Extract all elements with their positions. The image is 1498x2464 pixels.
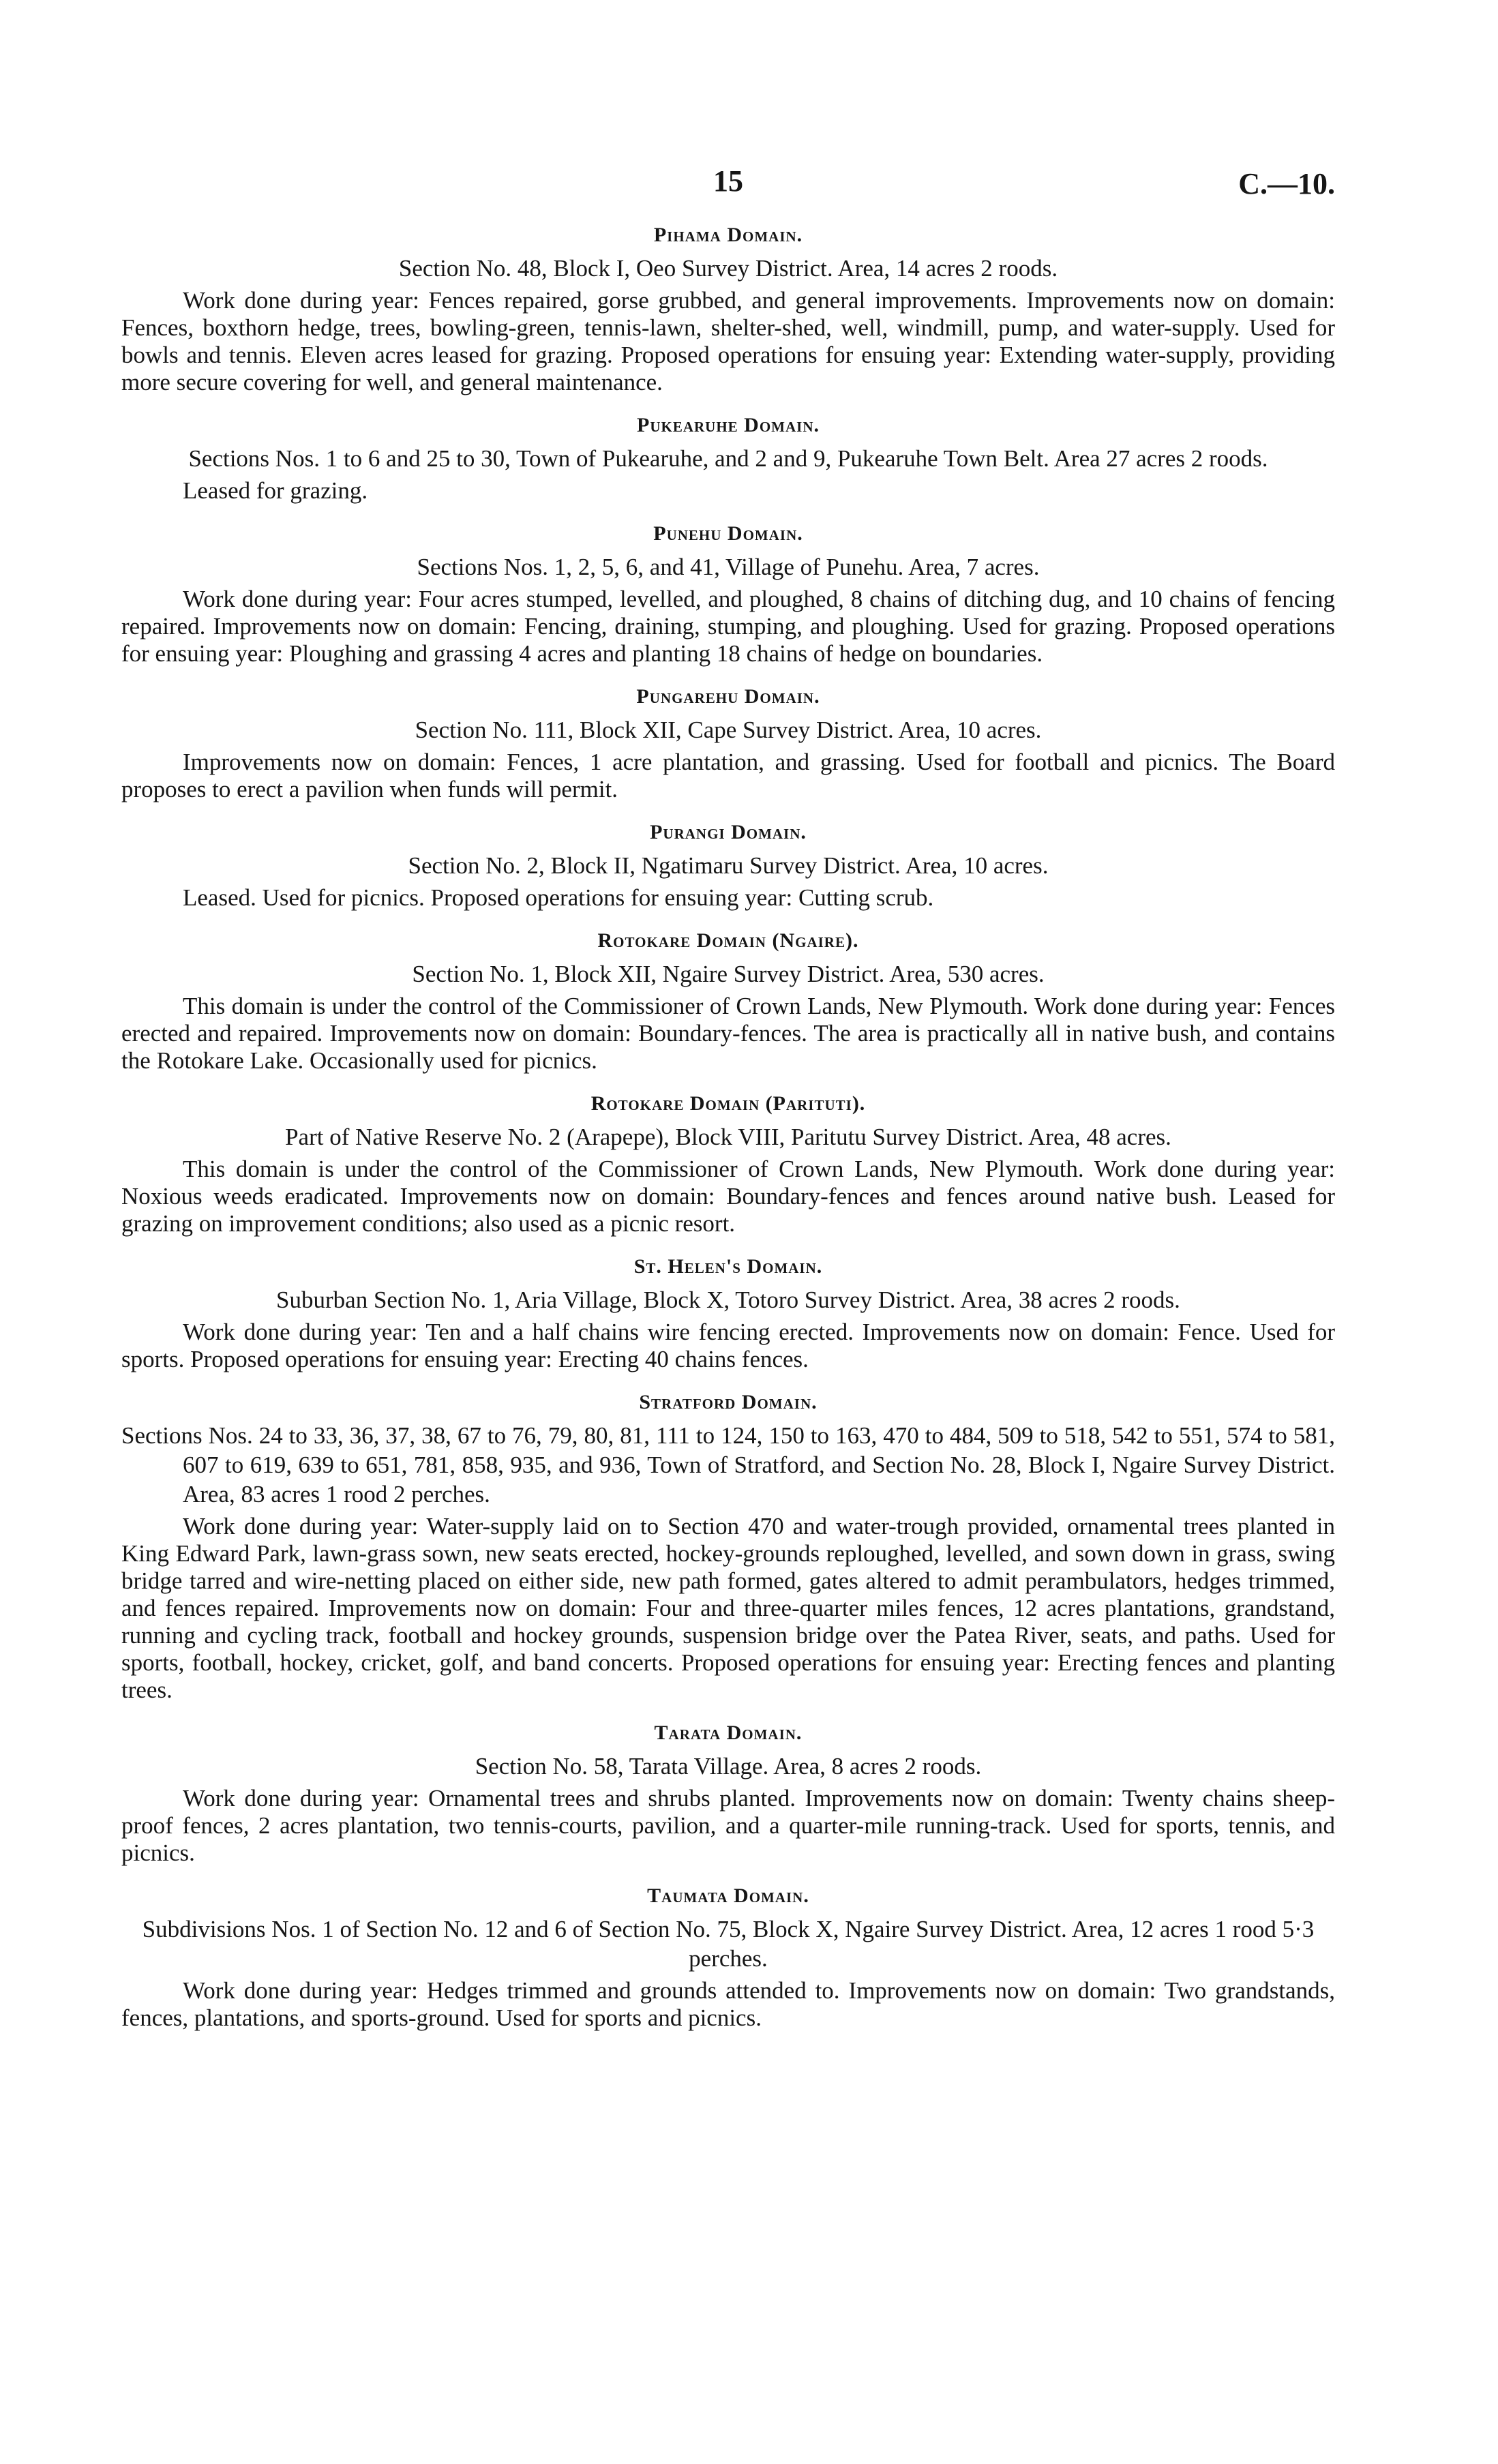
domain-section-description: Suburban Section No. 1, Aria Village, Block X, Totoro Survey District. Area, 38 acres 2 roods.	[276, 1287, 1180, 1313]
domain-entry-purangi	[121, 820, 1335, 912]
domain-entry-taumata	[121, 1883, 1335, 2032]
domain-body-text: Work done during year: Ten and a half chains wire fencing erected. Improvements now on domain: Fence. Used for sports. Proposed operations for ensuing year: Erecting 40 chains fences.	[121, 1319, 1335, 1372]
domain-body-text: Work done during year: Hedges trimmed and grounds attended to. Improvements now on domain: Two grandstands, fences, plantations, and sports-ground. Used for sports and picnics.	[121, 1977, 1335, 2031]
domain-section-description: Section No. 58, Tarata Village. Area, 8 acres 2 roods.	[475, 1753, 982, 1779]
domain-body-text: This domain is under the control of the Commissioner of Crown Lands, New Plymouth. Work done during year: Noxious weeds eradicated. Improvements now on domain: Boundary-fences and fences around native bush. Leased for grazing on improvement conditions; also used as a picnic resort.	[121, 1156, 1335, 1237]
domain-section-description: Section No. 48, Block I, Oeo Survey District. Area, 14 acres 2 roods.	[398, 255, 1058, 282]
domain-title: Rotokare Domain (Parituti).	[590, 1092, 866, 1115]
domain-title: Punehu Domain.	[653, 522, 803, 545]
page-number: 15	[713, 164, 743, 198]
domain-section-description: Section No. 1, Block XII, Ngaire Survey District. Area, 530 acres.	[412, 961, 1045, 987]
domain-title: Pungarehu Domain.	[636, 685, 820, 708]
domain-entry-stratford	[121, 1389, 1335, 1704]
domain-entry-st-helens	[121, 1254, 1335, 1373]
domain-body-text: Leased. Used for picnics. Proposed operations for ensuing year: Cutting scrub.	[183, 884, 934, 911]
domain-body-text: Work done during year: Four acres stumped, levelled, and ploughed, 8 chains of ditching dug, and 10 chains of fencing repaired. Improvements now on domain: Fencing, draining, stumping, and ploughing. Used for grazing. Proposed operations for ensuing year: Ploughing and grassing 4 acres and planting 18 chains of hedge on boundaries.	[121, 586, 1335, 667]
domain-entry-punehu	[121, 521, 1335, 667]
domain-title: Pihama Domain.	[653, 224, 803, 246]
domain-section-description: Section No. 111, Block XII, Cape Survey District. Area, 10 acres.	[415, 717, 1042, 743]
domain-body-text: Work done during year: Fences repaired, gorse grubbed, and general improvements. Improvements now on domain: Fences, boxthorn hedge, trees, bowling-green, tennis-lawn, shelter-shed, well, windmill, pump, and water-supply. Used for bowls and tennis. Eleven acres leased for grazing. Proposed operations for ensuing year: Extending water-supply, providing more secure covering for well, and general maintenance.	[121, 287, 1335, 395]
domain-entry-pukearuhe	[121, 412, 1335, 505]
domain-body-text: Leased for grazing.	[183, 477, 368, 504]
page-header	[121, 164, 1335, 222]
domain-title: Taumata Domain.	[647, 1884, 809, 1907]
domain-entry-rotokare-parituti	[121, 1091, 1335, 1237]
domain-entry-rotokare-ngaire	[121, 928, 1335, 1075]
domain-title: Tarata Domain.	[654, 1722, 803, 1744]
domain-entry-pungarehu	[121, 684, 1335, 803]
domain-section-description: Section No. 2, Block II, Ngatimaru Survey District. Area, 10 acres.	[408, 852, 1049, 879]
document-reference: C.—10.	[1238, 167, 1335, 200]
domain-section-description: Subdivisions Nos. 1 of Section No. 12 and 6 of Section No. 75, Block X, Ngaire Survey District. Area, 12 acres 1 rood 5·3 perches.	[142, 1916, 1315, 1972]
domain-body-text: Work done during year: Ornamental trees and shrubs planted. Improvements now on domain: Twenty chains sheep-proof fences, 2 acres plantation, two tennis-courts, pavilion, and a quarter-mile running-track. Used for sports, tennis, and picnics.	[121, 1785, 1335, 1866]
domain-entry-tarata	[121, 1720, 1335, 1867]
domain-body-text: Work done during year: Water-supply laid on to Section 470 and water-trough provided, ornamental trees planted in King Edward Park, lawn-grass sown, new seats erected, hockey-grounds reploughed, levelled, and sown down in grass, swing bridge tarred and wire-netting placed on either side, new path formed, gates altered to admit perambulators, hedges trimmed, and fences repaired. Improvements now on domain: Four and three-quarter miles fences, 12 acres plantations, grandstand, running and cycling track, football and hockey grounds, suspension bridge over the Patea River, seats, and paths. Used for sports, football, hockey, cricket, golf, and band concerts. Proposed operations for ensuing year: Erecting fences and planting trees.	[121, 1513, 1335, 1703]
domain-section-description: Sections Nos. 24 to 33, 36, 37, 38, 67 to 76, 79, 80, 81, 111 to 124, 150 to 163, 470 to 484, 509 to 518, 542 to 551, 574 to 581, 607 to 619, 639 to 651, 781, 858, 935, and 936, Town of Stratford, and Section No. 28, Block I, Ngaire Survey District. Area, 83 acres 1 rood 2 perches.	[121, 1422, 1335, 1507]
domain-section-description: Part of Native Reserve No. 2 (Arapepe), Block VIII, Paritutu Survey District. Area, 48 acres.	[285, 1124, 1171, 1150]
domain-body-text: This domain is under the control of the Commissioner of Crown Lands, New Plymouth. Work done during year: Fences erected and repaired. Improvements now on domain: Boundary-fences. The area is practically all in native bush, and contains the Rotokare Lake. Occasionally used for picnics.	[121, 993, 1335, 1074]
domain-body-text: Improvements now on domain: Fences, 1 acre plantation, and grassing. Used for football and picnics. The Board proposes to erect a pavilion when funds will permit.	[121, 749, 1335, 802]
domain-section-description: Sections Nos. 1, 2, 5, 6, and 41, Village of Punehu. Area, 7 acres.	[417, 554, 1040, 580]
domain-title: St. Helen's Domain.	[633, 1255, 823, 1278]
domain-title: Pukearuhe Domain.	[637, 414, 820, 436]
document-page	[121, 164, 1335, 2048]
domain-section-description: Sections Nos. 1 to 6 and 25 to 30, Town of Pukearuhe, and 2 and 9, Pukearuhe Town Belt. Area 27 acres 2 roods.	[188, 445, 1268, 472]
domain-entry-pihama	[121, 222, 1335, 396]
domain-title: Purangi Domain.	[650, 821, 807, 843]
domain-title: Stratford Domain.	[639, 1391, 818, 1413]
domain-title: Rotokare Domain (Ngaire).	[597, 929, 859, 952]
